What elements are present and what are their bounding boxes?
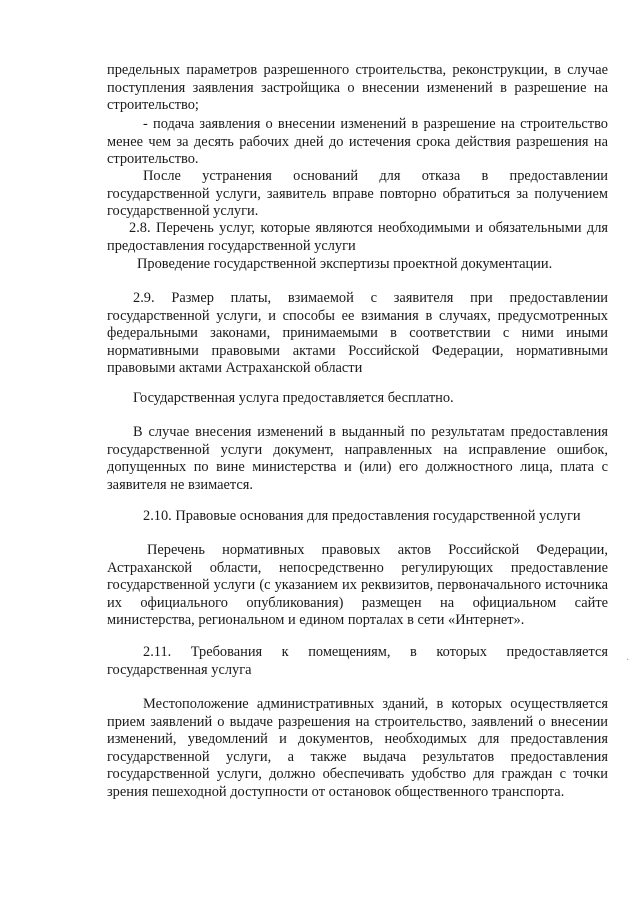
paragraph-building-parameters: предельных параметров разрешенного строительства, реконструкции, в случае поступления заявления застройщика о внесении изменений в разрешение на строительство; [107,62,608,114]
paragraph-reapplication: После устранения оснований для отказа в предоставлении государственной услуги, заявитель вправе повторно обратиться за получением государственной услуги. [107,168,608,220]
section-2-10-heading: 2.10. Правовые основания для предоставления государственной услуги [143,508,581,524]
paragraph-error-correction: В случае внесения изменений в выданный по результатам предоставления государственной услуги документ, направленных на исправление ошибок, допущенных по вине министерства и (или) его должностного лица, плата с заявителя не взимается. [107,424,608,493]
paragraph-free-of-charge: Государственная услуга предоставляется бесплатно. [133,390,454,406]
scan-mark: · [626,655,630,666]
paragraph-building-location: Местоположение административных зданий, в которых осуществляется прием заявлений о выдаче разрешения на строительство, заявлений о внесении изменений, уведомлений и документов, необходимых для предоставления государственной услуги, а также выдача результатов предоставления государственной услуги, должно обеспечивать удобство для граждан с точки зрения пешеходной доступности от остановок общественного транспорта. [107,696,608,800]
paragraph-expertise: Проведение государственной экспертизы проектной документации. [137,256,553,272]
section-2-9-heading: 2.9. Размер платы, взимаемой с заявителя при предоставлении государственной услуги, и способы ее взимания в случаях, предусмотренных федеральными законами, принимаемыми в соответствии с ними иными нормативными правовыми актами Российской Федерации, нормативными правовыми актами Астраханской области [107,290,608,377]
section-2-11-heading: 2.11. Требования к помещениям, в которых предоставляется государственная услуга [107,644,608,678]
paragraph-late-application: - подача заявления о внесении изменений в разрешение на строительство менее чем за десять рабочих дней до истечения срока действия разрешения на строительство. [107,116,608,168]
paragraph-legal-acts: Перечень нормативных правовых актов Российской Федерации, Астраханской области, непосредственно регулирующих предоставление государственной услуги (с указанием их реквизитов, первоначального источника их официального опубликования) размещен на официальном сайте министерства, региональном и едином порталах в сети «Интернет». [107,542,608,629]
section-2-8-heading: 2.8. Перечень услуг, которые являются необходимыми и обязательными для предоставления государственной услуги [107,220,608,254]
